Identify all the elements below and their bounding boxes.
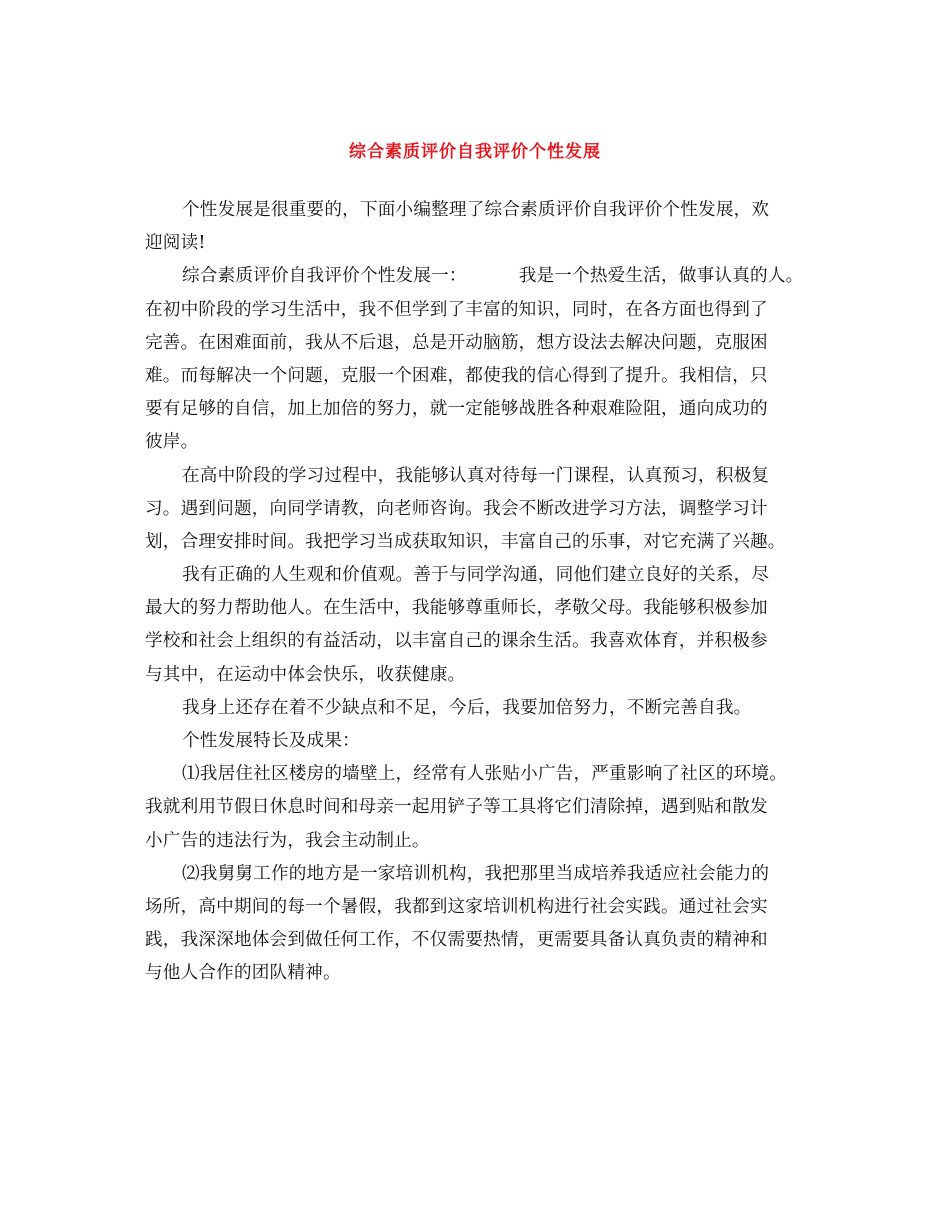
text-line: 在高中阶段的学习过程中，我能够认真对待每一门课程，认真预习，积极复 [182,465,770,486]
text-line: 难。而每解决一个问题，克服一个困难，都使我的信心得到了提升。我相信，只 [145,365,768,386]
text-line: 我有正确的人生观和价值观。善于与同学沟通，同他们建立良好的关系，尽 [182,565,770,586]
text-line: 要有足够的自信，加上加倍的努力，就一定能够战胜各种艰难险阻，通向成功的 [145,399,768,420]
text-line: 场所，高中期间的每一个暑假，我都到这家培训机构进行社会实践。通过社会实 [145,896,768,917]
text-line: 在初中阶段的学习生活中，我不但学到了丰富的知识，同时，在各方面也得到了 [145,299,768,320]
text-line: 我身上还存在着不少缺点和不足，今后，我要加倍努力，不断完善自我。 [182,697,752,718]
text-line: 完善。在困难面前，我从不后退，总是开动脑筋，想方设法去解决问题，克服困 [145,332,768,353]
text-line: 最大的努力帮助他人。在生活中，我能够尊重师长，孝敬父母。我能够积极参加 [145,598,768,619]
document-title: 综合素质评价自我评价个性发展 [349,142,601,162]
text-line-combined [145,260,810,293]
text-line: 个性发展特长及成果： [182,731,360,751]
section-heading: 综合素质评价自我评价个性发展一： [182,266,467,287]
text-line: 小广告的违法行为，我会主动制止。 [145,830,430,851]
text-line: 彼岸。 [145,432,199,453]
document-body [145,194,810,991]
text-segment: 我是一个热爱生活，做事认真的人。 [518,266,804,287]
text-line: 与其中，在运动中体会快乐，收获健康。 [145,664,466,685]
text-line: ⑵我舅舅工作的地方是一家培训机构，我把那里当成培养我适应社会能力的 [182,863,770,884]
text-line: 践，我深深地体会到做任何工作，不仅需要热情，更需要具备认真负责的精神和 [145,930,768,951]
text-line: ⑴我居住社区楼房的墙壁上，经常有人张贴小广告，严重影响了社区的环境。 [182,764,787,785]
text-line: 学校和社会上组织的有益活动，以丰富自己的课余生活。我喜欢体育，并积极参 [145,631,768,652]
text-line: 习。遇到问题，向同学请教，向老师咨询。我会不断改进学习方法，调整学习计 [145,498,768,519]
text-line: 划，合理安排时间。我把学习当成获取知识，丰富自己的乐事，对它充满了兴趣。 [145,531,786,552]
text-line: 我就利用节假日休息时间和母亲一起用铲子等工具将它们清除掉，遇到贴和散发 [145,797,768,818]
text-line: 个性发展是很重要的，下面小编整理了综合素质评价自我评价个性发展，欢 [182,200,770,220]
text-line: 迎阅读! [145,233,206,254]
text-line: 与他人合作的团队精神。 [145,963,341,984]
